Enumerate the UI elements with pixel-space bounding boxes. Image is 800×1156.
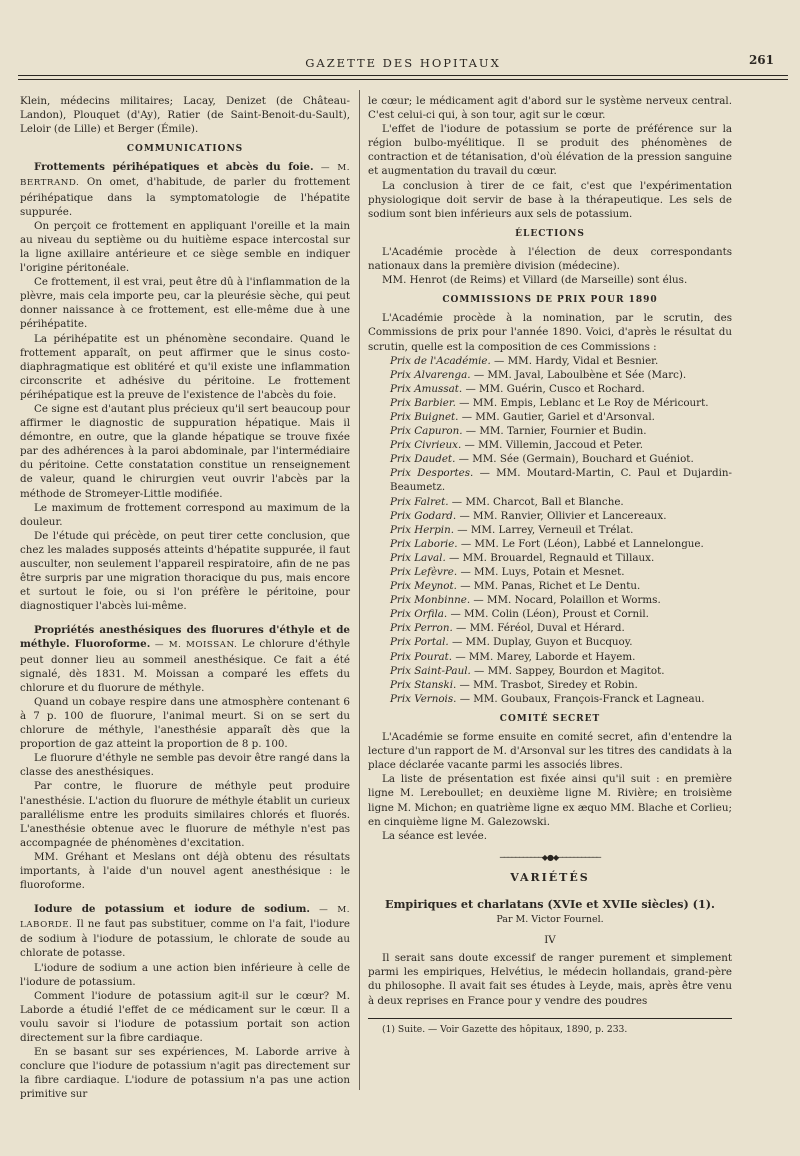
prize-item (368, 382, 732, 396)
section-heading-communications: COMMUNICATIONS (126, 144, 244, 155)
section-heading-elections: ÉLECTIONS (515, 228, 585, 239)
prize-members: — MM. Larrey, Verneuil et Trélat. (454, 523, 634, 536)
prize-members: — MM. Brouardel, Regnauld et Tillaux. (445, 551, 655, 564)
prize-members: — MM. Panas, Richet et Le Dentu. (456, 580, 641, 593)
prize-item (368, 354, 732, 368)
paragraph: Klein, médecins militaires; Lacay, Denizet (de Château-Landon), Plouquet (d'Ay), Ratier (de Saint-Benoit-du-Sault), Leloir (de Lille) et Berger (Émile). (20, 95, 350, 136)
prize-item (368, 664, 732, 678)
section-heading-commissions: COMMISSIONS DE PRIX POUR 1890 (442, 295, 658, 306)
prize-members: — MM. Hardy, Vidal et Besnier. (490, 354, 659, 367)
prize-name: Prix de l'Académie. (390, 354, 491, 367)
article-lead (20, 623, 350, 694)
article-title: Propriétés anesthésiques des fluorures d'éthyle et de méthyle. Fluoroforme. (20, 624, 350, 651)
article-title: Frottements périhépatiques et abcès du foie. (34, 161, 314, 174)
paragraph: De l'étude qui précède, on peut tirer cette conclusion, que chez les malades supposés atteints d'hépatite suppurée, il faut ausculter, non seulement l'appareil respiratoire, afin de ne pas être surpris par une migration thoracique du pus, mais encore et surtout le foie, ou si l'on préfère le péritoine, pour diagnostiquer l'abcès lui-même. (20, 529, 350, 613)
prize-name: Prix Capuron. (390, 425, 463, 438)
paragraph: Il serait sans doute excessif de ranger purement et simplement parmi les empiriques, Helvétius, le médecin hollandais, grand-père du philosophe. Il avait fait ses études à Leyde, mais, après être venu à deux reprises en France pour y vendre des poudres (368, 952, 732, 1007)
left-column (20, 94, 350, 1101)
column-divider (359, 90, 360, 1090)
paragraph: Le fluorure d'éthyle ne semble pas devoir être rangé dans la classe des anesthésiques. (20, 752, 350, 779)
paragraph: L'Académie procède à la nomination, par le scrutin, des Commissions de prix pour l'année 1890. Voici, d'après le résultat du scrutin, quelle est la composition de ces Commissions : (368, 312, 732, 353)
prize-name: Prix Desportes. (390, 467, 474, 480)
paragraph: L'Académie se forme ensuite en comité secret, afin d'entendre la lecture d'un rapport de M. d'Arsonval sur les titres des candidats à la place déclarée vacante parmi les associés libres. (368, 731, 732, 772)
prize-members: — MM. Trasbot, Siredey et Robin. (456, 678, 638, 691)
prize-members: — MM. Sappey, Bourdon et Magitot. (470, 664, 665, 677)
prize-members: — MM. Duplay, Guyon et Bucquoy. (448, 636, 633, 649)
prize-members: — MM. Charcot, Ball et Blanche. (448, 495, 624, 508)
prize-item (368, 410, 732, 424)
prize-name: Prix Barbier. (390, 396, 456, 409)
prize-item (368, 509, 732, 523)
prize-name: Prix Meynot. (390, 580, 457, 593)
prize-item (368, 551, 732, 565)
article-lead (20, 902, 350, 960)
article-text: Il ne faut pas substituer, comme on l'a fait, l'iodure de sodium à l'iodure de potassium, le chlorate de soude au chlorate de potasse. (20, 918, 350, 960)
prize-name: Prix Perron. (390, 622, 453, 635)
prize-members: — MM. Gautier, Gariel et d'Arsonval. (458, 410, 655, 423)
prize-name: Prix Saint-Paul. (390, 664, 471, 677)
paragraph: MM. Gréhant et Meslans ont déjà obtenu des résultats importants, à l'aide d'un nouvel agent anesthésique : le fluoroforme. (20, 850, 350, 892)
prize-item (368, 452, 732, 466)
prize-name: Prix Daudet. (390, 453, 456, 466)
prize-item (368, 523, 732, 537)
prize-item (368, 593, 732, 607)
section-heading-varietes: VARIÉTÉS (510, 870, 590, 884)
article-text: Le chlorure d'éthyle peut donner lieu au sommeil anesthésique. Ce fait a été signalé, dès 1831. M. Moissan a comparé les effets du chlorure et du fluorure de méthyle. (20, 638, 350, 694)
prize-item (368, 495, 732, 509)
prize-members: — MM. Ranvier, Ollivier et Lancereaux. (456, 509, 667, 522)
paragraph: La séance est levée. (382, 829, 487, 842)
paragraph: En se basant sur ses expériences, M. Laborde arrive à conclure que l'iodure de potassium n'agit pas directement sur la fibre cardiaque. L'iodure de potassium n'a pas une action primitive sur (20, 1046, 350, 1101)
prize-members: — MM. Javal, Laboulbène et Sée (Marc). (470, 368, 687, 381)
prize-name: Prix Orfila. (390, 608, 448, 621)
prize-item (368, 565, 732, 579)
paragraph: Quand un cobaye respire dans une atmosphère contenant 6 à 7 p. 100 de fluorure, l'animal meurt. Si on se sert du chlorure de méthyle, l'anesthésie apparaît dès que la proportion de gaz atteint la proportion de 8 p. 100. (20, 695, 350, 751)
paragraph: L'iodure de sodium a une action bien inférieure à celle de l'iodure de potassium. (20, 961, 350, 988)
prize-item (368, 678, 732, 692)
prize-item (368, 692, 732, 706)
paragraph: La liste de présentation est fixée ainsi qu'il suit : en première ligne M. Lereboullet; en deuxième ligne M. Rivière; en troisième ligne M. Michon; en quatrième ligne ex æquo MM. Blache et Corlieu; en cinquième ligne M. Galezowski. (368, 773, 732, 828)
prize-members: — MM. Goubaux, François-Franck et Lagneau. (456, 692, 705, 705)
section-heading-comite-secret: COMITÉ SECRET (499, 713, 601, 724)
page-header (18, 53, 788, 76)
prize-item (368, 438, 732, 452)
prize-members: — MM. Luys, Potain et Mesnet. (457, 566, 625, 578)
prize-members: — MM. Villemin, Jaccoud et Peter. (461, 439, 644, 452)
journal-title: GAZETTE DES HOPITAUX (305, 56, 501, 70)
article-lead (20, 160, 350, 218)
page-number: 261 (748, 53, 774, 67)
prize-members: — MM. Nocard, Polaillon et Worms. (470, 594, 661, 607)
prize-name: Prix Stanski. (390, 678, 457, 691)
paragraph: L'Académie procède à l'élection de deux correspondants nationaux dans la première division (médecine). (368, 245, 732, 273)
prize-list (368, 354, 732, 706)
prize-name: Prix Lefèvre. (390, 566, 458, 578)
paragraph: MM. Henrot (de Reims) et Villard (de Marseille) sont élus. (382, 274, 688, 287)
prize-item (368, 621, 732, 635)
article-author: — M. MOISSAN. (154, 640, 238, 651)
prize-members: — MM. Féréol, Duval et Hérard. (452, 622, 625, 635)
ornament-divider: ───────────◆●◆─────────── (499, 852, 601, 862)
prize-members: — MM. Marey, Laborde et Hayem. (452, 650, 636, 663)
prize-name: Prix Vernois. (390, 692, 457, 705)
paragraph: On perçoit ce frottement en appliquant l'oreille et la main au niveau du septième ou du huitième espace intercostal sur la ligne axillaire antérieure et ce siège semble en indiquer l'origine péritonéale. (20, 219, 350, 275)
paragraph: Ce frottement, il est vrai, peut être dû à l'inflammation de la plèvre, mais cela importe peu, car la pleurésie sèche, qui peut donner naissance à ce frottement, est elle-même due à une périhépatite. (20, 276, 350, 331)
article-author: — M. BERTRAND. (20, 163, 350, 189)
prize-members: — MM. Colin (Léon), Proust et Cornil. (447, 608, 649, 621)
prize-name: Prix Pourat. (390, 650, 453, 663)
prize-name: Prix Buignet. (390, 410, 459, 423)
prize-item (368, 466, 732, 494)
prize-item (368, 537, 732, 551)
prize-members: — MM. Tarnier, Fournier et Budin. (462, 425, 647, 438)
prize-members: — MM. Le Fort (Léon), Labbé et Lannelongue. (457, 537, 704, 550)
article-byline: Par M. Victor Fournel. (496, 914, 604, 926)
prize-name: Prix Laval. (390, 551, 446, 564)
prize-name: Prix Civrieux. (390, 439, 462, 452)
prize-members: — MM. Sée (Germain), Bouchard et Guéniot. (455, 453, 694, 466)
prize-item (368, 607, 732, 621)
footnote: (1) Suite. — Voir Gazette des hôpitaux, 1890, p. 233. (382, 1023, 628, 1035)
prize-item (368, 396, 732, 410)
prize-members: — MM. Guérin, Cusco et Rochard. (462, 382, 645, 395)
prize-name: Prix Monbinne. (390, 594, 471, 607)
paragraph: L'effet de l'iodure de potassium se porte de préférence sur la région bulbo-myélitique. Il se produit des phénomènes de contraction et de tétanisation, d'où élévation de la pression sanguine et augmentation du travail du cœur. (368, 123, 732, 178)
prize-name: Prix Amussat. (390, 382, 463, 395)
prize-name: Prix Portal. (390, 636, 449, 649)
prize-item (368, 424, 732, 438)
article-title: Iodure de potassium et iodure de sodium. (34, 903, 311, 916)
prize-name: Prix Herpin. (390, 523, 455, 536)
prize-item (368, 635, 732, 649)
prize-item (368, 650, 732, 664)
prize-item (368, 579, 732, 593)
footnote-rule (368, 1018, 732, 1019)
prize-name: Prix Godard. (390, 509, 457, 522)
prize-members: — MM. Empis, Leblanc et Le Roy de Méricourt. (455, 396, 709, 409)
paragraph: Par contre, le fluorure de méthyle peut produire l'anesthésie. L'action du fluorure de méthyle établit un curieux parallélisme entre les produits similaires chlorés et fluorés. L'anesthésie obtenue avec le fluorure de méthyle n'est pas accompagnée de phénomènes d'excitation. (20, 780, 350, 849)
header-rule (18, 75, 788, 80)
article-author: — M. LABORDE. (20, 905, 350, 931)
right-column (368, 94, 732, 1037)
paragraph: La périhépatite est un phénomène secondaire. Quand le frottement apparaît, on peut affirmer que le sinus costo-diaphragmatique est oblitéré et qu'il existe une inflammation circonscrite et adhésive du péritoine. Le frottement périhépatique est la preuve de l'existence de l'abcès du foie. (20, 332, 350, 401)
paragraph: le cœur; le médicament agit d'abord sur le système nerveux central. C'est celui-ci qui, à son tour, agit sur le cœur. (368, 95, 732, 122)
article-title: Empiriques et charlatans (XVIe et XVIIe siècles) (1). (385, 896, 715, 911)
paragraph: Ce signe est d'autant plus précieux qu'il sert beaucoup pour affirmer le diagnostic de suppuration hépatique. Mais il démontre, en outre, que la glande hépatique se trouve fixée par des adhérences à la paroi abdominale, par l'intermédiaire du péritoine. Cette constatation constitue un renseignement de valeur, quand le chirurgien veut ouvrir l'abcès par la méthode de Stromeyer-Little modifiée. (20, 402, 350, 500)
prize-name: Prix Laborie. (390, 537, 458, 550)
prize-members: — MM. Moutard-Martin, C. Paul et Dujardin-Beaumetz. (390, 467, 732, 494)
section-number: IV (544, 934, 556, 947)
paragraph: Le maximum de frottement correspond au maximum de la douleur. (20, 501, 350, 528)
paragraph: Comment l'iodure de potassium agit-il sur le cœur? M. Laborde a étudié l'effet de ce médicament sur le cœur. Il a voulu savoir si l'iodure de potassium portait son action directement sur la fibre cardiaque. (20, 989, 350, 1044)
prize-name: Prix Alvarenga. (390, 368, 471, 381)
paragraph: La conclusion à tirer de ce fait, c'est que l'expérimentation physiologique doit servir de base à la thérapeutique. Les sels de sodium sont bien inférieurs aux sels de potassium. (368, 179, 732, 220)
prize-item (368, 368, 732, 382)
prize-name: Prix Falret. (390, 495, 449, 508)
article-text: On omet, d'habitude, de parler du frottement périhépatique dans la symptomatologie de l'hépatite suppurée. (20, 176, 350, 218)
